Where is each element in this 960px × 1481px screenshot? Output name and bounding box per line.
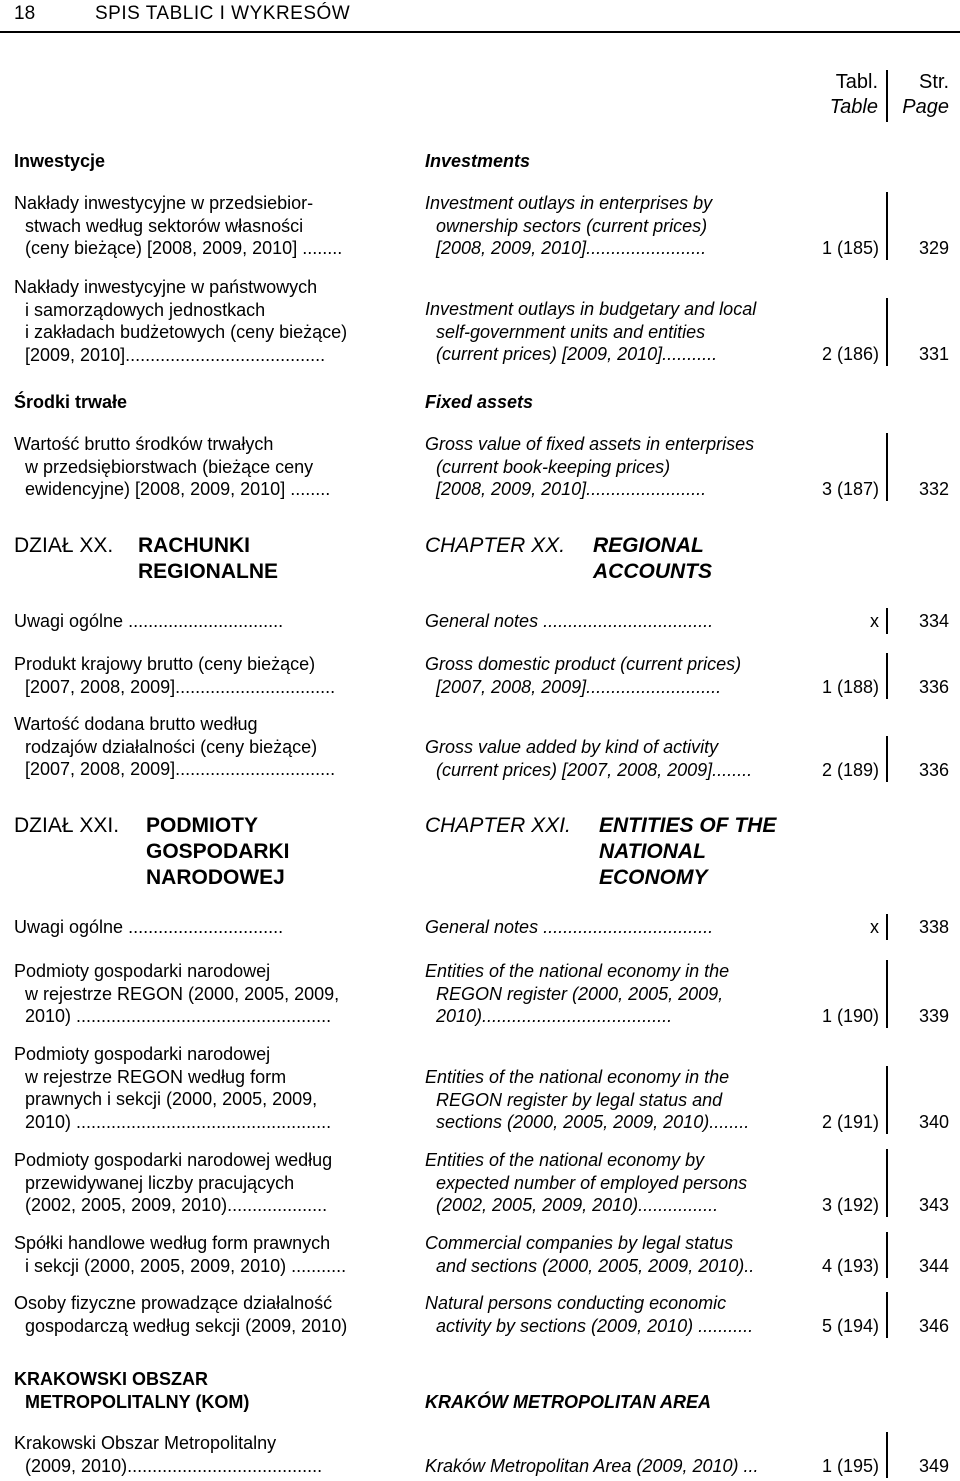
entry-en — [425, 1232, 754, 1277]
entry-pl-line: 2010) ................................................... — [25, 1111, 332, 1132]
table-number: 1 (185) — [821, 238, 879, 258]
entry-pl-line: przewidywanej liczby pracujących — [25, 1172, 295, 1193]
column-head-page-en: Page — [902, 96, 949, 118]
column-divider — [886, 736, 888, 782]
entry-pl-line: Wartość dodana brutto według — [14, 714, 258, 734]
entry-en-line: (current book-keeping prices) — [436, 456, 671, 477]
entry-pl: Uwagi ogólne ............................... — [14, 611, 284, 631]
entry-en-line: REGON register by legal status and — [436, 1089, 723, 1110]
section-heading-en: Investments — [425, 151, 531, 171]
entry-pl-line: Osoby fizyczne prowadzące działalność — [14, 1293, 333, 1313]
chapter-title-line: RACHUNKI — [138, 534, 250, 557]
entry-pl-line: [2009, 2010]........................................ — [25, 344, 326, 365]
table-number: 2 (191) — [821, 1112, 879, 1132]
entry-pl-line: Podmioty gospodarki narodowej według — [14, 1150, 333, 1170]
chapter-prefix-pl: DZIAŁ XX. — [14, 534, 114, 557]
table-number: 3 (187) — [821, 479, 879, 499]
entry-en-line: 2010)...................................... — [436, 1006, 673, 1026]
entry-en-line: self-government units and entities — [436, 321, 706, 342]
page-ref: 343 — [918, 1195, 949, 1215]
page-ref: 346 — [918, 1316, 949, 1336]
entry-en-line: Gross domestic product (current prices) — [425, 654, 742, 674]
entry-pl-line: i samorządowych jednostkach — [25, 299, 266, 320]
table-number: 1 (188) — [821, 677, 879, 697]
column-divider — [886, 1232, 888, 1278]
chapter-title-line: NATIONAL — [599, 840, 706, 863]
column-divider — [886, 608, 888, 634]
entry-pl — [14, 433, 330, 501]
chapter-prefix-en: CHAPTER XXI. — [425, 814, 571, 837]
entry-en-line: (current prices) [2007, 2008, 2009]........ — [436, 759, 753, 780]
entry-pl-line: i zakładach budżetowych (ceny bieżące) — [25, 322, 348, 342]
entry-en-line: Commercial companies by legal status — [425, 1233, 734, 1253]
entry-en — [425, 736, 752, 781]
column-head-page-pl: Str. — [918, 71, 949, 93]
entry-pl-line: Spółki handlowe według form prawnych — [14, 1233, 331, 1253]
entry-en — [425, 298, 756, 366]
column-divider — [886, 433, 888, 501]
entry-pl-line: Podmioty gospodarki narodowej — [14, 1044, 271, 1064]
entry-pl-line: Podmioty gospodarki narodowej — [14, 961, 271, 981]
entry-en-line: ownership sectors (current prices) — [436, 215, 708, 236]
entry-pl-line: Produkt krajowy brutto (ceny bieżące) — [14, 654, 316, 674]
entry-pl — [14, 1149, 332, 1217]
running-header — [0, 0, 960, 30]
entry-pl-line: Wartość brutto środków trwałych — [14, 434, 274, 454]
entry-en — [425, 653, 741, 698]
section-heading-pl — [14, 1368, 249, 1413]
entry-pl — [14, 276, 347, 366]
column-divider — [886, 1432, 888, 1478]
column-divider — [886, 1149, 888, 1217]
entry-en-line: Gross value of fixed assets in enterprises — [425, 434, 755, 454]
chapter-title-line: GOSPODARKI — [146, 840, 290, 863]
table-number: 1 (195) — [821, 1456, 879, 1476]
chapter-title-en — [593, 533, 712, 585]
entry-pl-line: prawnych i sekcji (2000, 2005, 2009, — [25, 1089, 318, 1109]
entry-pl-line: (ceny bieżące) [2008, 2009, 2010] ........ — [25, 238, 343, 258]
page-ref: 332 — [918, 479, 949, 499]
entry-en-line: Natural persons conducting economic — [425, 1293, 727, 1313]
entry-en-line: and sections (2000, 2005, 2009, 2010).. — [436, 1255, 755, 1276]
entry-pl-line: (2002, 2005, 2009, 2010).................... — [25, 1195, 328, 1215]
entry-en: General notes .................................. — [425, 917, 714, 937]
entry-en — [425, 1066, 749, 1134]
entry-en-line: (current prices) [2009, 2010]........... — [436, 344, 718, 364]
page-title: SPIS TABLIC I WYKRESÓW — [95, 3, 351, 24]
column-head-table-pl: Tabl. — [835, 71, 878, 93]
entry-en-line: [2008, 2009, 2010]........................ — [436, 479, 707, 499]
column-head-table-en: Table — [829, 96, 878, 118]
entry-pl: Uwagi ogólne ............................... — [14, 917, 284, 937]
column-divider — [886, 298, 888, 366]
column-divider — [886, 653, 888, 699]
section-heading-line: METROPOLITALNY (KOM) — [25, 1391, 250, 1412]
entry-en — [425, 433, 754, 501]
entry-pl-line: gospodarczą według sekcji (2009, 2010) — [25, 1315, 348, 1336]
column-divider — [886, 960, 888, 1028]
column-divider — [886, 1066, 888, 1134]
chapter-title-line: ACCOUNTS — [593, 560, 712, 583]
entry-en-line: (2002, 2005, 2009, 2010)................ — [436, 1195, 719, 1215]
chapter-title-pl — [138, 533, 278, 585]
entry-pl-line: w przedsiębiorstwach (bieżące ceny — [25, 456, 314, 477]
column-divider — [886, 192, 888, 260]
chapter-title-line: REGIONALNE — [138, 560, 279, 583]
table-number: 4 (193) — [821, 1256, 879, 1276]
entry-pl-line: [2007, 2008, 2009]................................ — [25, 676, 336, 697]
entry-pl — [14, 653, 335, 698]
entry-pl-line: Nakłady inwestycyjne w przedsiebior- — [14, 193, 314, 213]
table-number: x — [870, 917, 879, 937]
page-ref: 339 — [918, 1006, 949, 1026]
chapter-title-line: ECONOMY — [599, 866, 708, 889]
entry-pl-line: rodzajów działalności (ceny bieżące) — [25, 736, 318, 757]
chapter-title-line: NARODOWEJ — [146, 866, 285, 889]
page-ref: 334 — [918, 611, 949, 631]
table-number: 5 (194) — [821, 1316, 879, 1336]
entry-pl-line: (2009, 2010)....................................... — [25, 1455, 323, 1476]
entry-pl — [14, 1232, 346, 1277]
section-heading-pl: Inwestycje — [14, 151, 106, 171]
chapter-prefix-en: CHAPTER XX. — [425, 534, 566, 557]
chapter-prefix-pl: DZIAŁ XXI. — [14, 814, 120, 837]
chapter-title-en — [599, 813, 776, 891]
entry-en-line: Entities of the national economy in the — [425, 1067, 730, 1087]
entry-pl — [14, 960, 339, 1028]
entry-pl — [14, 192, 342, 260]
table-number: 1 (190) — [821, 1006, 879, 1026]
entry-pl-line: Krakowski Obszar Metropolitalny — [14, 1433, 277, 1453]
entry-en: Kraków Metropolitan Area (2009, 2010) ... — [425, 1456, 759, 1476]
entry-en-line: Entities of the national economy in the — [425, 961, 730, 981]
page-ref: 349 — [918, 1456, 949, 1476]
header-rule — [0, 31, 960, 33]
entry-pl-line: stwach według sektorów własności — [25, 215, 304, 236]
page-ref: 344 — [918, 1256, 949, 1276]
entry-pl-line: w rejestrze REGON według form — [25, 1066, 287, 1087]
page-ref: 340 — [918, 1112, 949, 1132]
section-heading-en: Fixed assets — [425, 392, 534, 412]
entry-en-line: [2008, 2009, 2010]........................ — [436, 238, 707, 258]
entry-pl — [14, 1043, 331, 1133]
entry-en-line: Investment outlays in budgetary and local — [425, 299, 757, 319]
column-head-table — [808, 70, 878, 120]
page-ref: 331 — [918, 344, 949, 364]
table-number: x — [870, 611, 879, 631]
entry-pl-line: 2010) ................................................... — [25, 1006, 332, 1026]
table-number: 2 (186) — [821, 344, 879, 364]
entry-pl-line: [2007, 2008, 2009]................................ — [25, 759, 336, 779]
page-ref: 336 — [918, 677, 949, 697]
entry-en: General notes .................................. — [425, 611, 714, 631]
entry-en-line: Investment outlays in enterprises by — [425, 193, 713, 213]
column-divider — [886, 70, 888, 122]
entry-pl — [14, 1292, 347, 1337]
entry-en-line: Gross value added by kind of activity — [425, 737, 719, 757]
entry-en — [425, 1149, 747, 1217]
entry-pl-line: i sekcji (2000, 2005, 2009, 2010) ........... — [25, 1255, 347, 1276]
chapter-title-line: REGIONAL — [593, 534, 704, 557]
column-divider — [886, 1292, 888, 1338]
entry-en-line: sections (2000, 2005, 2009, 2010)........ — [436, 1112, 750, 1132]
chapter-title-pl — [146, 813, 290, 891]
column-head-page — [888, 70, 949, 120]
entry-pl-line: w rejestrze REGON (2000, 2005, 2009, — [25, 983, 340, 1004]
entry-en-line: [2007, 2008, 2009]........................... — [436, 676, 722, 697]
page-ref: 338 — [918, 917, 949, 937]
entry-en-line: activity by sections (2009, 2010) ........... — [436, 1315, 754, 1336]
entry-pl — [14, 1432, 322, 1477]
entry-pl — [14, 713, 335, 781]
entry-en-line: expected number of employed persons — [436, 1172, 748, 1193]
entry-en-line: Entities of the national economy by — [425, 1150, 705, 1170]
table-number: 3 (192) — [821, 1195, 879, 1215]
page-number: 18 — [14, 3, 36, 24]
entry-en-line: REGON register (2000, 2005, 2009, — [436, 983, 724, 1004]
chapter-title-line: PODMIOTY — [146, 814, 259, 837]
table-number: 2 (189) — [821, 760, 879, 780]
section-heading-pl: Środki trwałe — [14, 392, 128, 412]
chapter-title-line: ENTITIES OF THE — [599, 814, 777, 837]
section-heading-en: KRAKÓW METROPOLITAN AREA — [425, 1392, 711, 1412]
entry-pl-line: ewidencyjne) [2008, 2009, 2010] ........ — [25, 479, 331, 499]
page-ref: 329 — [918, 238, 949, 258]
entry-pl-line: Nakłady inwestycyjne w państwowych — [14, 277, 318, 297]
entry-en — [425, 960, 729, 1028]
section-heading-line: KRAKOWSKI OBSZAR — [14, 1369, 208, 1389]
entry-en — [425, 192, 712, 260]
entry-en — [425, 1292, 753, 1337]
page-ref: 336 — [918, 760, 949, 780]
column-divider — [886, 914, 888, 940]
